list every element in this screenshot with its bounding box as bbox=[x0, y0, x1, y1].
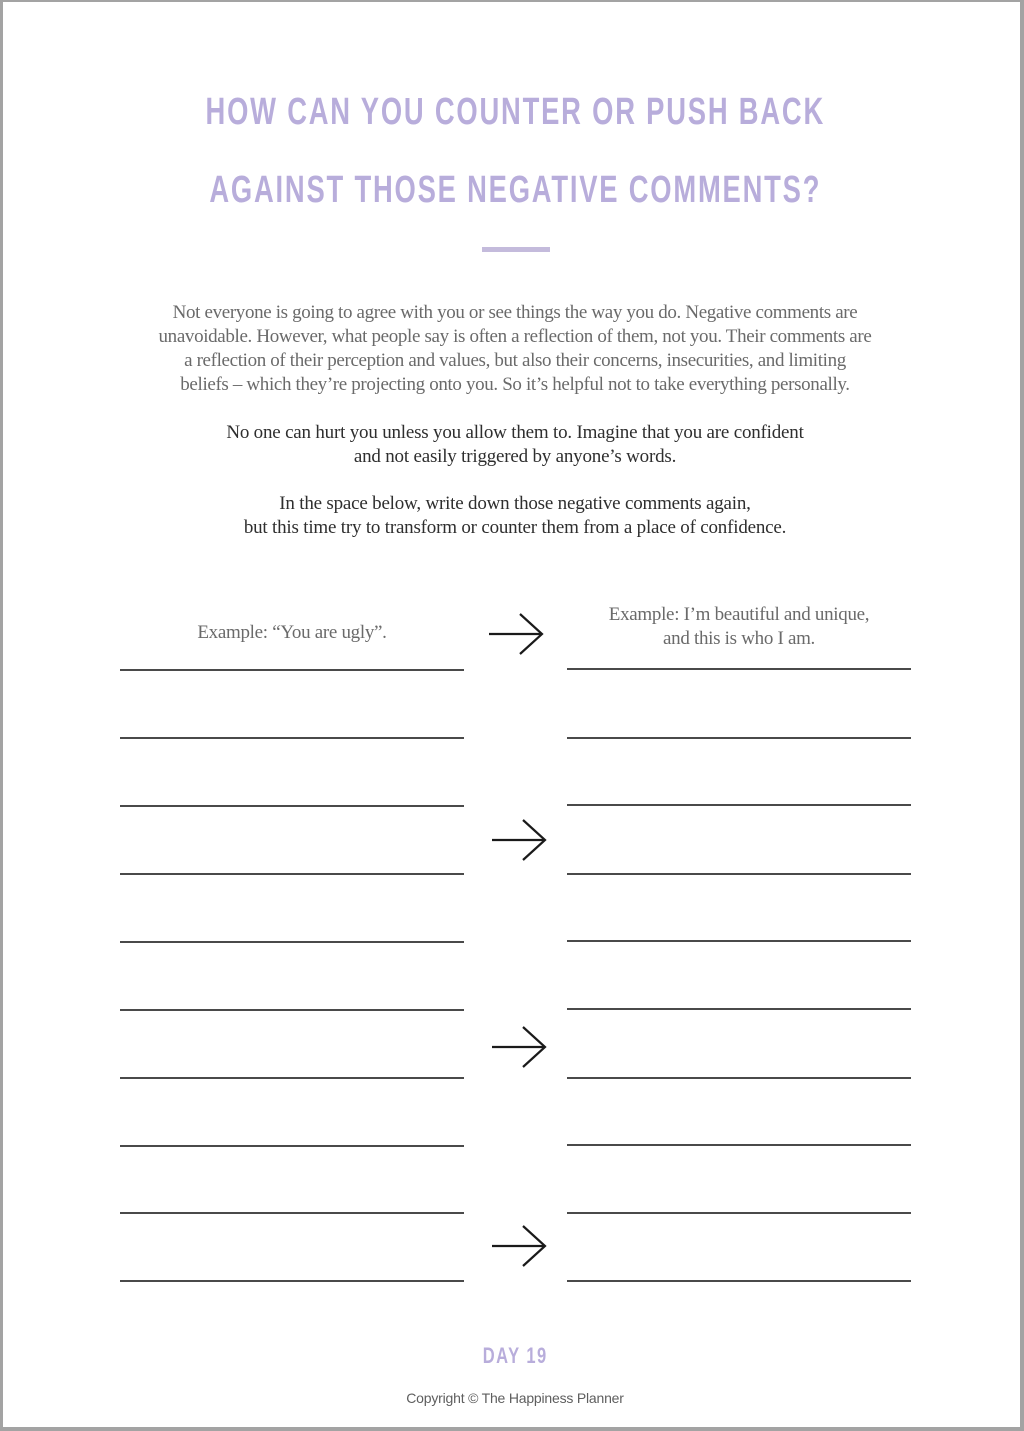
counter-statement-line-7[interactable] bbox=[567, 1077, 911, 1079]
negative-comment-line-3[interactable] bbox=[120, 805, 464, 807]
example-counter-line: and this is who I am. bbox=[662, 628, 816, 649]
intro-paragraph-line: a reflection of their perception and values, but also their concerns, insecurities, and limiting bbox=[184, 350, 846, 371]
intro-paragraph-line: Not everyone is going to agree with you or see things the way you do. Negative comments are bbox=[172, 302, 858, 323]
arrow-right-icon bbox=[489, 1025, 549, 1069]
negative-comment-line-4[interactable] bbox=[120, 873, 464, 875]
intro-paragraph bbox=[3, 301, 1024, 397]
negative-comment-line-5[interactable] bbox=[120, 941, 464, 943]
example-counter-line: Example: I’m beautiful and unique, bbox=[608, 604, 870, 625]
title-divider bbox=[482, 247, 550, 252]
counter-statement-line-1[interactable] bbox=[567, 668, 911, 670]
negative-comment-line-6[interactable] bbox=[120, 1009, 464, 1011]
encouragement-paragraph-line: and not easily triggered by anyone’s words. bbox=[353, 446, 677, 467]
copyright-notice: Copyright © The Happiness Planner bbox=[406, 1390, 624, 1406]
counter-statement-line-3[interactable] bbox=[567, 804, 911, 806]
arrow-right-icon bbox=[489, 818, 549, 862]
day-label: DAY 19 bbox=[482, 1343, 548, 1368]
encouragement-paragraph bbox=[3, 421, 1024, 469]
instructions-paragraph-line: In the space below, write down those negative comments again, bbox=[279, 493, 751, 514]
arrow-right-icon bbox=[489, 1224, 549, 1268]
negative-comment-line-10[interactable] bbox=[120, 1280, 464, 1282]
negative-comment-line-1[interactable] bbox=[120, 669, 464, 671]
encouragement-paragraph-line: No one can hurt you unless you allow them to. Imagine that you are confident bbox=[226, 422, 804, 443]
example-negative-comment: Example: “You are ugly”. bbox=[197, 622, 387, 643]
intro-paragraph-line: unavoidable. However, what people say is often a reflection of them, not you. Their comments are bbox=[158, 326, 872, 347]
counter-statement-line-6[interactable] bbox=[567, 1008, 911, 1010]
negative-comment-line-8[interactable] bbox=[120, 1145, 464, 1147]
counter-statement-line-4[interactable] bbox=[567, 873, 911, 875]
instructions-paragraph-line: but this time try to transform or counter them from a place of confidence. bbox=[243, 517, 787, 538]
page-title-line-1: HOW CAN YOU COUNTER OR PUSH BACK bbox=[205, 91, 826, 133]
negative-comment-line-2[interactable] bbox=[120, 737, 464, 739]
negative-comment-line-7[interactable] bbox=[120, 1077, 464, 1079]
page-title-line-2: AGAINST THOSE NEGATIVE COMMENTS? bbox=[209, 169, 822, 211]
counter-statement-line-8[interactable] bbox=[567, 1144, 911, 1146]
counter-statement-line-9[interactable] bbox=[567, 1212, 911, 1214]
arrow-right-icon bbox=[486, 612, 546, 656]
intro-paragraph-line: beliefs – which they’re projecting onto you. So it’s helpful not to take everything personally. bbox=[180, 374, 850, 395]
counter-statement-line-5[interactable] bbox=[567, 940, 911, 942]
counter-statement-line-2[interactable] bbox=[567, 737, 911, 739]
example-counter-comment bbox=[567, 603, 911, 651]
instructions-paragraph bbox=[3, 492, 1024, 540]
negative-comment-line-9[interactable] bbox=[120, 1212, 464, 1214]
counter-statement-line-10[interactable] bbox=[567, 1280, 911, 1282]
